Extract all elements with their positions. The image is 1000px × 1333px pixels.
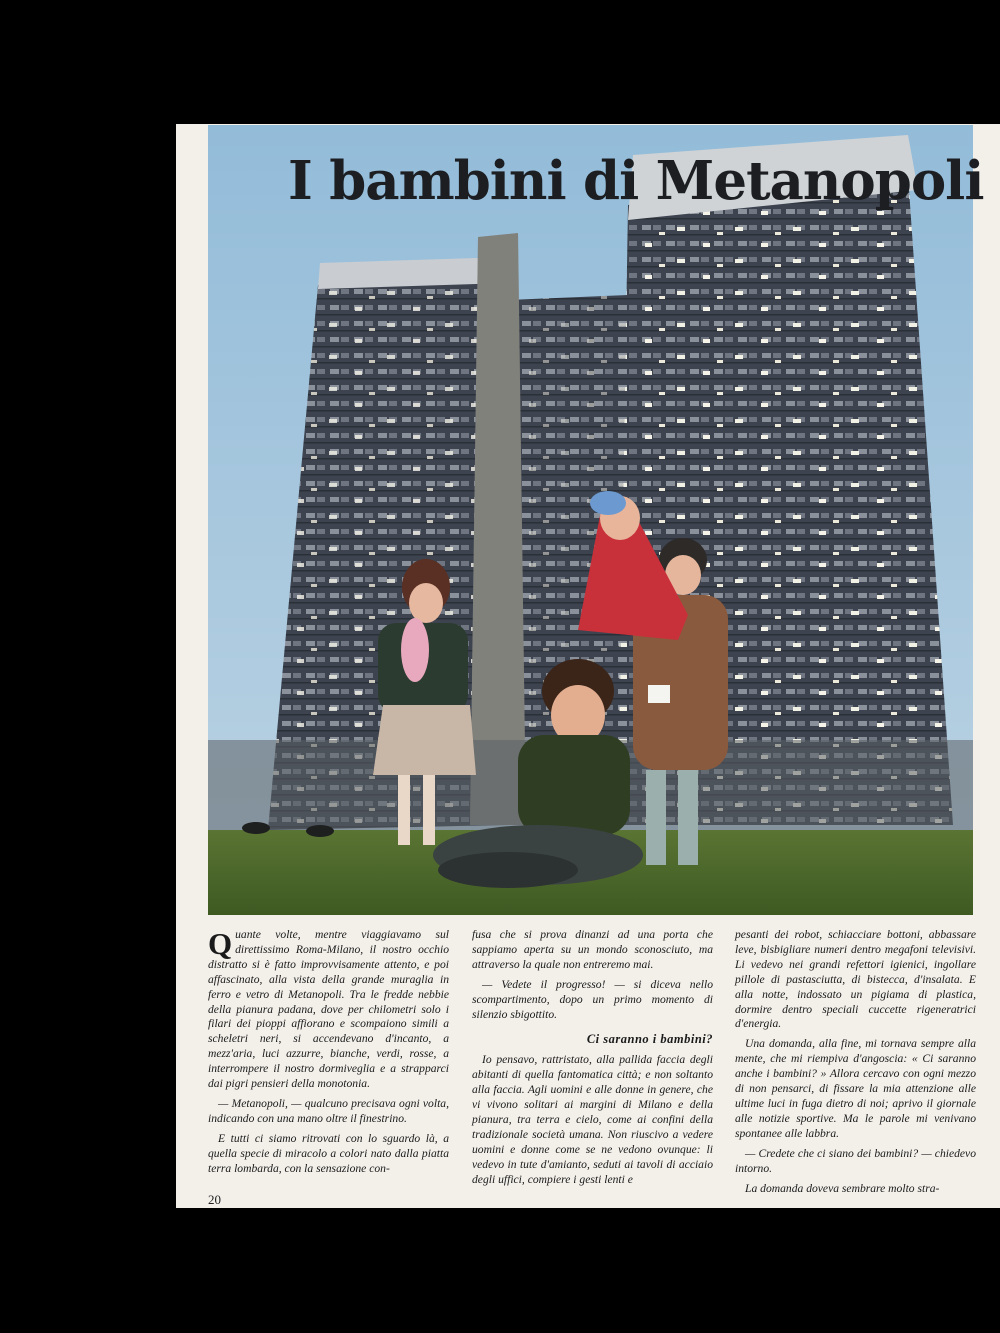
text-column-3 xyxy=(735,928,976,1201)
paragraph: — Metanopoli, — qualcuno precisava ogni volta, indicando con una mano oltre il finestrino. xyxy=(208,1096,449,1125)
paragraph-text: uante volte, mentre viaggiavamo sul direttissimo Roma-Milano, il nostro occhio distratto si è fatto improvvisamente attento, e poi affascinato, alla vista della grande muraglia in ferro e vetro di Metanopoli. Tra le fredde nebbie della pianura padana, dove per chilometri solo i filari dei pioppi affiorano e scompaiono simili a scheletri neri, si accendevano d'incanto, a mezz'aria, luci azzurre, bianche, verdi, rosse, a interrompere il nostro dormiveglia e a strapparci dai pigri pensieri della monotonia. xyxy=(208,928,449,1091)
photo-children-skyscraper-icon xyxy=(208,125,973,915)
paragraph: Io pensavo, rattristato, alla pallida faccia degli abitanti di quella fantomatica città; e non soltanto alla faccia. Agli uomini e alle donne in genere, che vi vivono solitari ai margini di Milano e della pianura, tra terra e cielo, come ai confini della tradizionale società umana. Non riuscivo a vedere uomini e donne come se ne vedono ovunque: li vedevo in tute d'amianto, seduti ai tavoli di acciaio degli uffici, compiere i gesti lenti e xyxy=(472,1053,713,1186)
article-title: I bambini di Metanopoli xyxy=(288,150,984,212)
paragraph: — Credete che ci siano dei bambini? — chiedevo intorno. xyxy=(735,1146,976,1175)
text-column-1 xyxy=(208,928,449,1182)
paragraph: E tutti ci siamo ritrovati con lo sguardo là, a quella specie di miracolo a colori nato dalla piatta terra lombarda, con la sensazione con- xyxy=(208,1131,449,1175)
drop-cap: Q xyxy=(208,926,233,961)
section-subheading: Ci saranno i bambini? xyxy=(586,1032,713,1047)
paragraph: Una domanda, alla fine, mi tornava sempre alla mente, che mi riempiva d'angoscia: « Ci saranno anche i bambini? » Allora cercavo con ogni mezzo di non pensarci, di fissare la mia attenzione alle ultime luci in fuga dietro di noi; aprivo il giornale alle notizie sportive. Ma le parole mi venivano spontanee alle labbra. xyxy=(735,1037,976,1140)
page-number: 20 xyxy=(208,1192,221,1207)
paragraph: fusa che si prova dinanzi ad una porta che sappiamo aperta su un mondo sconosciuto, ma attraverso la quale non entreremo mai. xyxy=(472,928,713,971)
paragraph: — Vedete il progresso! — si diceva nello scompartimento, dopo un primo momento di silenzio sbigottito. xyxy=(472,977,713,1021)
paragraph xyxy=(208,928,449,1092)
paragraph: La domanda doveva sembrare molto stra- xyxy=(745,1181,940,1195)
text-column-2 xyxy=(472,928,713,1193)
article-photo xyxy=(208,125,973,915)
paragraph: pesanti dei robot, schiacciare bottoni, abbassare leve, bisbigliare numeri dentro megafoni televisivi. Li vedevo nei grandi refettori igienici, ingollare pillole di pastasciutta, di bistecca, d'insalata. E alla notte, indossato un pigiama di plastica, dormire dentro speciali cuccette rigeneratrici d'energia. xyxy=(735,928,976,1031)
